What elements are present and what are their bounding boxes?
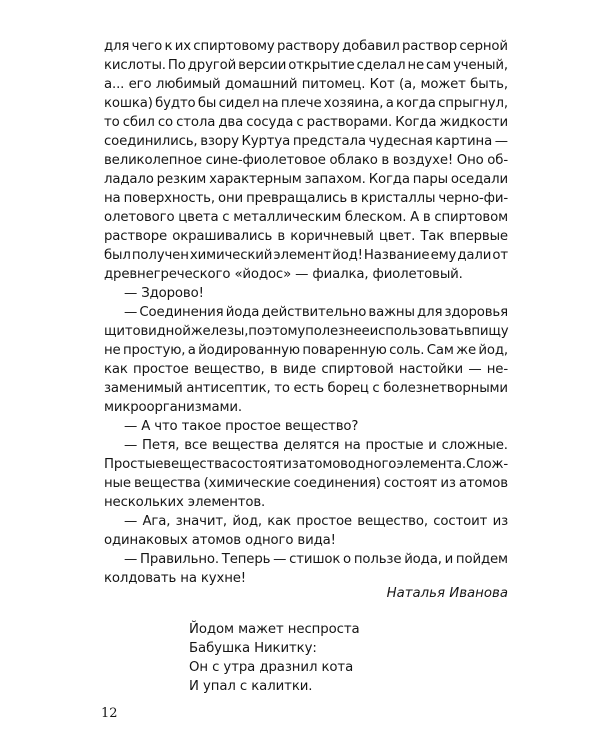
- prose-line-26: — Ага, значит, йод, как простое вещество, состоит из: [124, 514, 508, 529]
- author-signature: Наталья Иванова: [386, 586, 508, 601]
- prose-line-16: щитовидной железы, поэтому полезнее использовать в пищу: [104, 324, 509, 339]
- prose-line-22: — Петя, все вещества делятся на простые и сложные.: [124, 438, 508, 453]
- prose-line-10: олетового цвета с металлическим блеском. А в спиртовом: [104, 210, 508, 225]
- prose-line-3: а... его любимый домашний питомец. Кот (а, может быть,: [104, 77, 508, 92]
- prose-line-4: кошка) будто бы сидел на плече хозяина, а когда спрыгнул,: [104, 96, 508, 111]
- prose-line-27: одинаковых атомов одного вида!: [104, 533, 336, 548]
- verse-line-3: Он с утра дразнил кота: [189, 660, 354, 675]
- prose-line-15: — Соединения йода действительно важны для здоровья: [124, 305, 508, 320]
- verse-line-1: Йодом мажет неспроста: [189, 622, 360, 637]
- prose-line-9: на поверхность, они превращались в кристаллы черно-фи-: [104, 191, 508, 206]
- prose-line-5: то сбил со стола два сосуда с растворами. Когда жидкости: [104, 115, 508, 130]
- prose-line-7: великолепное сине-фиолетовое облако в воздухе! Оно об-: [104, 153, 508, 168]
- prose-line-6: соединились, взору Куртуа предстала чудесная картина —: [104, 134, 508, 149]
- verse-line-2: Бабушка Никитку:: [189, 641, 317, 656]
- prose-line-8: ладало резким характерным запахом. Когда пары оседали: [104, 172, 508, 187]
- prose-line-23: Простые вещества состоят из атомов одного элемента. Слож-: [104, 457, 508, 472]
- prose-line-18: как простое вещество, в виде спиртовой настойки — не-: [104, 362, 508, 377]
- prose-line-13: древнегреческого «йодос» — фиалка, фиолетовый.: [104, 267, 463, 282]
- prose-line-28: — Правильно. Теперь — стишок о пользе йода, и пойдем: [124, 552, 508, 567]
- prose-line-11: растворе окрашивались в коричневый цвет. Так впервые: [104, 229, 508, 244]
- prose-line-1: для чего к их спиртовому раствору добавил раствор серной: [104, 39, 508, 54]
- prose-line-24: ные вещества (химические соединения) состоят из атомов: [104, 476, 508, 491]
- page-number: 12: [101, 706, 118, 721]
- prose-line-2: кислоты. По другой версии открытие сделал не сам ученый,: [104, 58, 508, 73]
- verse-line-4: И упал с калитки.: [189, 679, 313, 694]
- prose-line-21: — А что такое простое вещество?: [124, 419, 359, 434]
- prose-line-14: — Здорово!: [124, 286, 204, 301]
- prose-line-19: заменимый антисептик, то есть борец с болезнетворными: [104, 381, 508, 396]
- prose-line-25: нескольких элементов.: [104, 495, 266, 510]
- prose-line-17: не простую, а йодированную поваренную соль. Сам же йод,: [104, 343, 508, 358]
- prose-line-12: был получен химический элемент йод! Название ему дали от: [104, 248, 508, 263]
- prose-line-20: микроорганизмами.: [104, 400, 242, 415]
- prose-line-29: колдовать на кухне!: [104, 571, 246, 586]
